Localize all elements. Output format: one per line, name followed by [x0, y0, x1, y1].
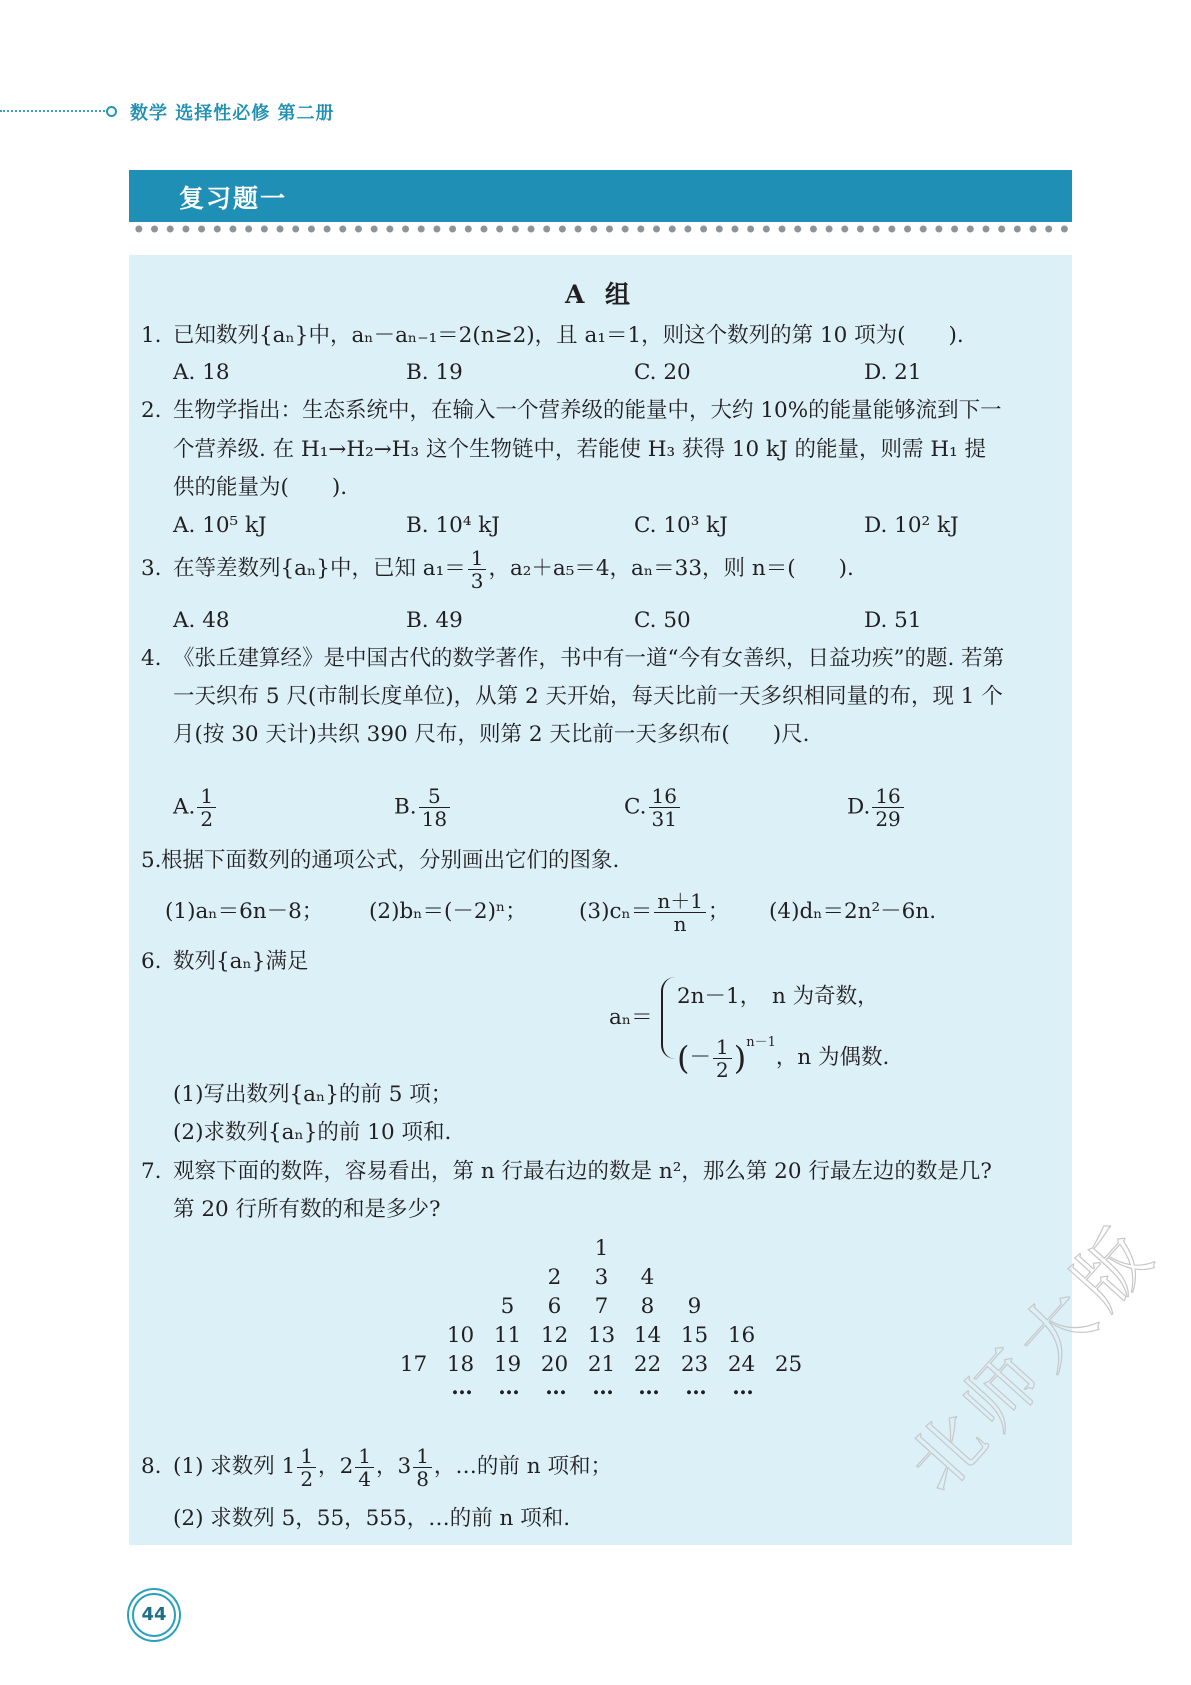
dotted-divider [129, 225, 1072, 233]
q3-text-post: ，a₂＋a₅＝4，aₙ＝33，则 n＝( ). [488, 556, 854, 581]
q4-line-1: 《张丘建算经》是中国古代的数学著作，书中有一道“今有女善织，日益功疾”的题. 若第 [173, 646, 1005, 671]
q6-case-2-num: 1 [713, 1036, 732, 1059]
q8-number: 8. [141, 1454, 162, 1479]
q8-part-2: (2) 求数列 5，55，555，…的前 n 项和. [173, 1506, 571, 1531]
q6-case-2-exponent: n－1 [746, 1035, 776, 1050]
triangle-cell: 6 [547, 1294, 562, 1319]
q6-case-1: 2n－1， n 为奇数， [677, 984, 879, 1009]
q7-line-1: 观察下面的数阵，容易看出，第 n 行最右边的数是 n²，那么第 20 行最左边的数是几? [173, 1159, 992, 1184]
q8-term-1-fraction [297, 1445, 316, 1490]
q6-sub-2: (2)求数列{aₙ}的前 10 项和. [173, 1120, 452, 1145]
q4-line-2: 一天织布 5 尺(市制长度单位)，从第 2 天开始，每天比前一天多织相同量的布，现 1 个 [173, 684, 1003, 709]
q8-term-2-num: 1 [355, 1445, 374, 1468]
triangle-cell: 7 [594, 1294, 609, 1319]
q2-line-2: 个营养级. 在 H₁→H₂→H₃ 这个生物链中，若能使 H₃ 获得 10 kJ 的能量，则需 H₁ 提 [173, 437, 987, 462]
q8-part-1: (1) 求数列 1 $\frac{1}{2}$ ，2 $\frac{1}{4}$ ，3 $\frac{1}{8}$ ，…的前 n 项和； [173, 1443, 612, 1491]
q5-item-4: (4)dₙ＝2n²－6n. [769, 899, 937, 924]
q8-term-1-den: 2 [300, 1466, 314, 1491]
q4-option-c-num: 16 [649, 785, 680, 808]
q4-option-a-num: 1 [197, 785, 216, 808]
page-number: 44 [132, 1593, 176, 1637]
q2-option-b: B. 10⁴ kJ [406, 513, 500, 538]
triangle-cell: 13 [587, 1323, 616, 1348]
q4-option-a-den: 2 [200, 807, 214, 831]
q1-option-b: B. 19 [406, 360, 463, 385]
triangle-cell: 1 [594, 1236, 609, 1261]
triangle-cell: 20 [540, 1352, 569, 1377]
q2-option-d: D. 10² kJ [864, 513, 959, 538]
q3-text-pre: 在等差数列{aₙ}中，已知 a₁＝ [173, 556, 466, 581]
q4-option-a-fraction [197, 785, 216, 830]
q5-item-1: (1)aₙ＝6n－8； [165, 899, 324, 924]
header-dot [106, 106, 117, 117]
q4-option-b [394, 785, 452, 830]
q4-option-b-num: 5 [419, 785, 450, 808]
q5-item-3 [579, 884, 729, 940]
q4-option-b-den: 18 [421, 807, 448, 831]
q5-item-3-lhs: (3)cₙ＝ [579, 899, 653, 924]
q3-option-a: A. 48 [173, 608, 230, 633]
group-title: A 组 [564, 280, 637, 309]
q4-option-d-num: 16 [872, 785, 903, 808]
q3-number: 3. [141, 556, 162, 581]
triangle-ellipsis: … [638, 1375, 657, 1400]
q8-term-2-fraction [355, 1445, 374, 1490]
triangle-ellipsis: … [592, 1375, 611, 1400]
triangle-cell: 22 [633, 1352, 662, 1377]
header-rule [0, 110, 108, 112]
triangle-cell: 17 [399, 1352, 428, 1377]
q6-case-2-rparen: ) [733, 1039, 747, 1077]
q5-item-3-num: n＋1 [654, 890, 706, 913]
q1-number: 1. [141, 323, 162, 348]
q8-part-1-post: ，…的前 n 项和； [433, 1454, 612, 1479]
running-header: 数学 选择性必修 第二册 [130, 103, 335, 124]
triangle-cell: 16 [727, 1323, 756, 1348]
q6-case-2-minus: － [689, 1045, 711, 1070]
q4-option-a-label: A. [173, 794, 196, 820]
q5-text: 根据下面数列的通项公式，分别画出它们的图象. [161, 848, 620, 873]
q4-option-d-label: D. [847, 794, 871, 820]
q8-term-3-den: 8 [416, 1466, 429, 1491]
triangle-cell: 15 [680, 1323, 709, 1348]
q1-text: 已知数列{aₙ}中，aₙ－aₙ₋₁＝2(n≥2)，且 a₁＝1，则这个数列的第 10 项为( ). [173, 323, 964, 348]
triangle-ellipsis: … [545, 1375, 564, 1400]
q4-option-b-fraction [419, 785, 450, 830]
q3-option-c: C. 50 [634, 608, 691, 633]
q4-number: 4. [141, 646, 162, 671]
q2-line-3: 供的能量为( ). [173, 475, 348, 500]
q8-term-2-whole: 2 [339, 1454, 354, 1479]
q4-option-c-label: C. [624, 794, 647, 820]
q3-text [173, 541, 854, 597]
triangle-cell: 19 [493, 1352, 522, 1377]
q1-option-a: A. 18 [173, 360, 230, 385]
q8-term-3-num: 1 [413, 1445, 432, 1468]
q3-option-b: B. 49 [406, 608, 463, 633]
q1-option-d: D. 21 [864, 360, 922, 385]
q6-sub-1: (1)写出数列{aₙ}的前 5 项； [173, 1082, 453, 1107]
triangle-ellipsis: … [451, 1375, 470, 1400]
q6-case-2 [677, 1015, 889, 1086]
q3-fraction-den: 3 [470, 568, 484, 593]
q2-option-a: A. 10⁵ kJ [173, 513, 267, 538]
triangle-cell: 11 [493, 1323, 522, 1348]
q3-fraction-num: 1 [468, 547, 487, 570]
triangle-ellipsis: … [732, 1375, 751, 1400]
section-banner [129, 170, 1072, 222]
q7-line-2: 第 20 行所有数的和是多少? [173, 1197, 441, 1222]
q5-item-3-tail: ； [707, 899, 730, 924]
triangle-cell: 8 [640, 1294, 655, 1319]
triangle-cell: 14 [633, 1323, 662, 1348]
triangle-cell: 10 [446, 1323, 475, 1348]
triangle-cell: 2 [547, 1265, 562, 1290]
q6-text: 数列{aₙ}满足 [173, 949, 309, 974]
q6-brace [661, 977, 677, 1059]
q5-item-3-den: n [673, 911, 687, 936]
q4-line-3: 月(按 30 天计)共织 390 尺布，则第 2 天比前一天多织布( )尺. [173, 722, 810, 747]
q4-option-c [624, 785, 682, 830]
q5-item-3-fraction [654, 890, 706, 935]
triangle-cell: 18 [446, 1352, 475, 1377]
watermark: 北师大版 [891, 1206, 1174, 1507]
q5-item-2: (2)bₙ＝(－2)ⁿ； [369, 899, 527, 924]
triangle-ellipsis: … [685, 1375, 704, 1400]
q6-lhs: aₙ＝ [609, 1005, 653, 1030]
triangle-cell: 5 [500, 1294, 515, 1319]
q4-option-c-den: 31 [651, 807, 677, 831]
q4-option-c-fraction [649, 785, 680, 830]
triangle-cell: 3 [594, 1265, 609, 1290]
triangle-cell: 9 [687, 1294, 702, 1319]
q4-option-d-fraction [872, 785, 903, 830]
q5-number: 5. [141, 848, 162, 873]
section-title: 复习题一 [179, 184, 288, 213]
triangle-cell: 24 [727, 1352, 756, 1377]
exercise-panel [129, 255, 1072, 1545]
q2-line-1: 生物学指出：生态系统中，在输入一个营养级的能量中，大约 10%的能量能够流到下一 [173, 398, 1002, 423]
q8-term-2-den: 4 [358, 1466, 371, 1491]
q8-term-3-fraction [413, 1445, 432, 1490]
q6-case-2-tail: ，n 为偶数. [775, 1045, 890, 1070]
q7-number: 7. [141, 1159, 162, 1184]
triangle-ellipsis: … [498, 1375, 517, 1400]
q3-option-d: D. 51 [864, 608, 922, 633]
triangle-cell: 23 [680, 1352, 709, 1377]
q6-case-2-den: 2 [716, 1057, 729, 1082]
triangle-cell: 25 [774, 1352, 803, 1377]
q4-option-a [173, 785, 218, 830]
q3-fraction [468, 547, 487, 592]
q6-case-2-fraction [713, 1036, 732, 1081]
triangle-cell: 12 [540, 1323, 569, 1348]
q2-number: 2. [141, 398, 162, 423]
triangle-cell: 21 [587, 1352, 616, 1377]
q4-option-d-den: 29 [875, 807, 901, 831]
q4-option-d [847, 785, 906, 830]
triangle-cell: 4 [640, 1265, 655, 1290]
q6-number: 6. [141, 949, 162, 974]
q6-case-2-lparen: ( [677, 1039, 690, 1077]
q8-part-1-pre: (1) 求数列 1 [173, 1454, 296, 1479]
q4-option-b-label: B. [394, 794, 417, 820]
q1-option-c: C. 20 [634, 360, 691, 385]
q2-option-c: C. 10³ kJ [634, 513, 728, 538]
q8-term-3-whole: 3 [397, 1454, 412, 1479]
q8-term-1-num: 1 [297, 1445, 316, 1468]
